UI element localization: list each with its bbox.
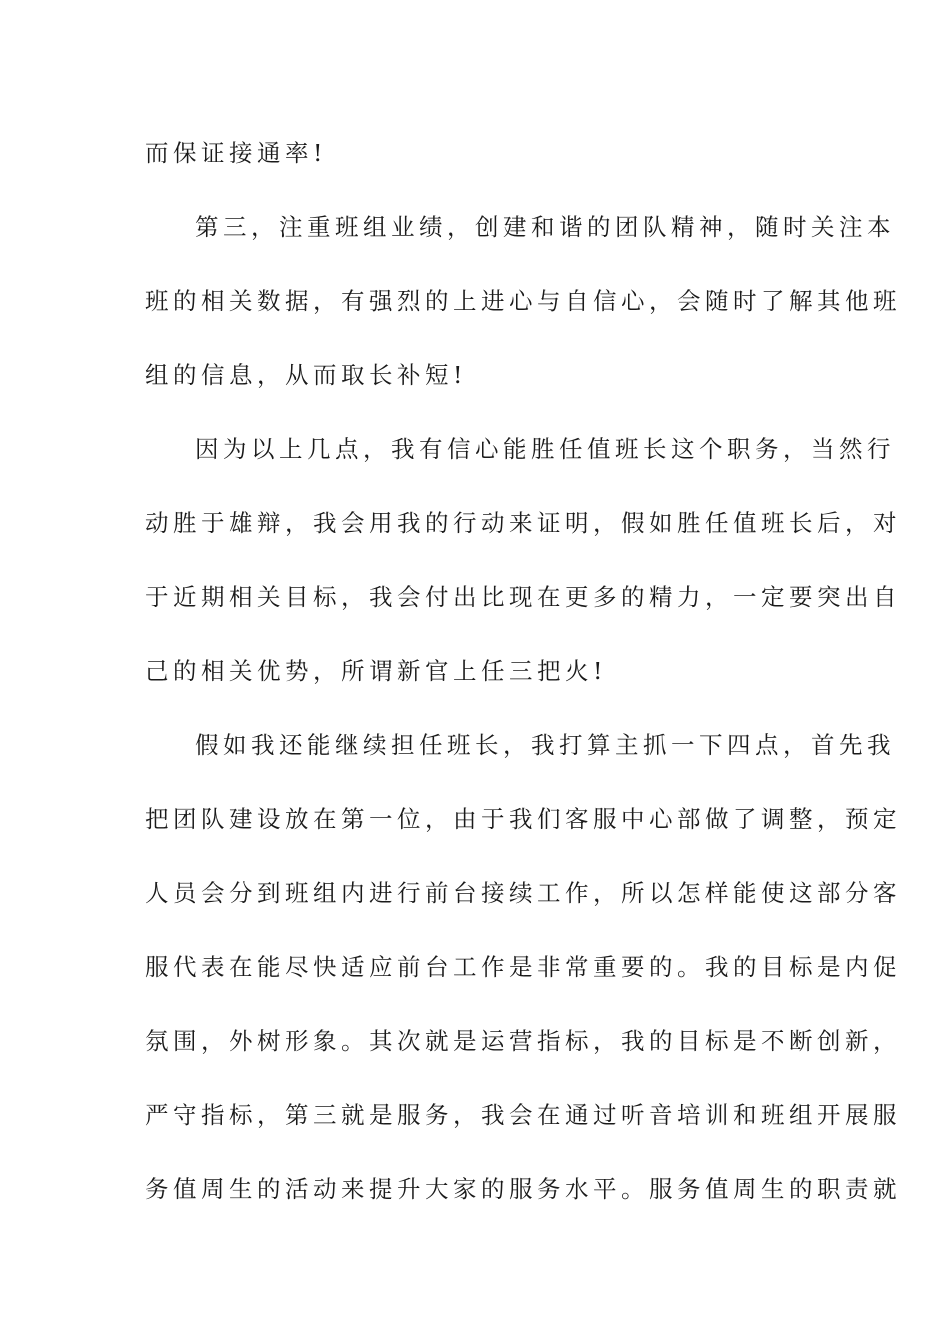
- text-line: 人员会分到班组内进行前台接续工作，所以怎样能使这部分客: [145, 879, 901, 907]
- text-line: 把团队建设放在第一位，由于我们客服中心部做了调整，预定: [145, 805, 901, 833]
- text-line: 组的信息，从而取长补短!: [145, 361, 467, 389]
- paragraph-start-line: 假如我还能继续担任班长，我打算主抓一下四点，首先我: [195, 731, 895, 759]
- paragraph-start-line: 因为以上几点，我有信心能胜任值班长这个职务，当然行: [195, 435, 895, 463]
- text-line: 于近期相关目标，我会付出比现在更多的精力，一定要突出自: [145, 583, 901, 611]
- text-line: 服代表在能尽快适应前台工作是非常重要的。我的目标是内促: [145, 953, 901, 981]
- text-line: 班的相关数据，有强烈的上进心与自信心，会随时了解其他班: [145, 287, 901, 315]
- text-line: 而保证接通率!: [145, 139, 327, 167]
- text-line: 己的相关优势，所谓新官上任三把火!: [145, 657, 607, 685]
- text-line: 务值周生的活动来提升大家的服务水平。服务值周生的职责就: [145, 1175, 901, 1203]
- paragraph-start-line: 第三，注重班组业绩，创建和谐的团队精神，随时关注本: [195, 213, 895, 241]
- text-line: 动胜于雄辩，我会用我的行动来证明，假如胜任值班长后，对: [145, 509, 901, 537]
- text-line: 氛围，外树形象。其次就是运营指标，我的目标是不断创新，: [145, 1027, 901, 1055]
- text-line: 严守指标，第三就是服务，我会在通过听音培训和班组开展服: [145, 1101, 901, 1129]
